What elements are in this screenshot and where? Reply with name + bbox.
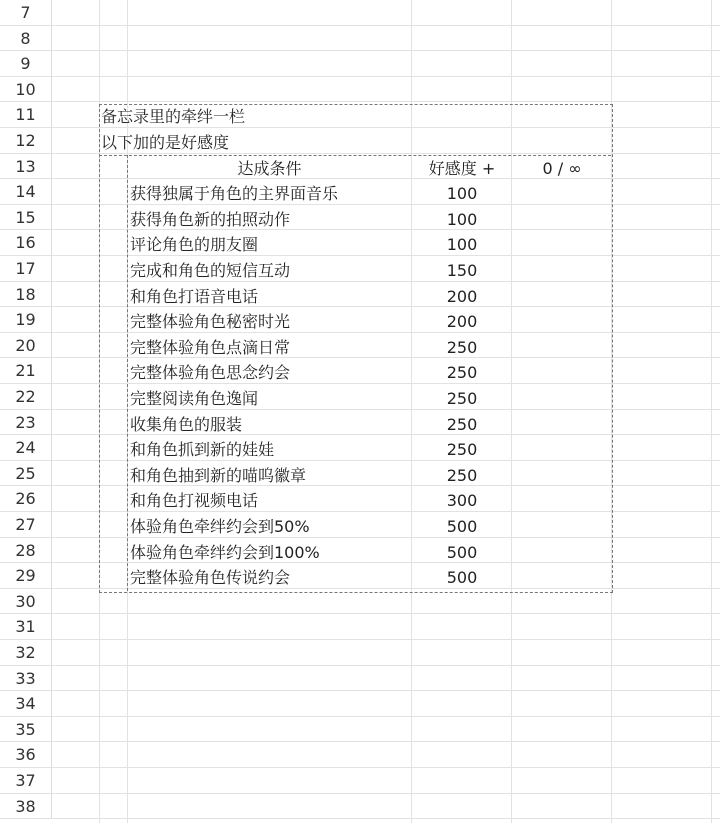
condition-cell[interactable]: 收集角色的服装 xyxy=(130,414,243,434)
sheet-row[interactable] xyxy=(0,666,720,692)
condition-cell[interactable]: 和角色抓到新的娃娃 xyxy=(130,440,275,460)
row-number[interactable]: 9 xyxy=(0,51,52,76)
row-number[interactable]: 28 xyxy=(0,538,52,563)
condition-cell[interactable]: 体验角色牵绊约会到100% xyxy=(130,542,320,562)
condition-cell[interactable]: 体验角色牵绊约会到50% xyxy=(130,517,310,536)
sheet-row[interactable] xyxy=(0,640,720,666)
condition-cell[interactable]: 完整体验角色点滴日常 xyxy=(130,337,291,357)
sheet-row[interactable] xyxy=(0,77,720,103)
condition-cell[interactable]: 和角色打语音电话 xyxy=(130,286,259,306)
favor-value-cell[interactable]: 150 xyxy=(446,261,478,280)
row-number[interactable]: 22 xyxy=(0,384,52,409)
sheet-row[interactable] xyxy=(0,51,720,77)
row-number[interactable]: 20 xyxy=(0,333,52,358)
condition-cell[interactable]: 完整阅读角色逸闻 xyxy=(130,389,259,408)
favor-value-cell[interactable]: 200 xyxy=(446,312,478,332)
row-number[interactable]: 29 xyxy=(0,563,52,588)
sheet-row[interactable] xyxy=(0,768,720,794)
favor-value-cell[interactable]: 100 xyxy=(446,235,478,255)
memo-subtitle[interactable]: 以下加的是好感度 xyxy=(101,133,230,152)
row-number[interactable]: 10 xyxy=(0,77,52,102)
row-number[interactable]: 23 xyxy=(0,410,52,435)
sheet-row[interactable] xyxy=(0,0,720,26)
row-number[interactable]: 11 xyxy=(0,102,52,127)
row-number[interactable]: 21 xyxy=(0,358,52,383)
row-number[interactable]: 32 xyxy=(0,640,52,665)
condition-cell[interactable]: 获得角色新的拍照动作 xyxy=(130,209,291,229)
row-number[interactable]: 8 xyxy=(0,26,52,51)
row-number[interactable]: 12 xyxy=(0,128,52,153)
memo-title[interactable]: 备忘录里的牵绊一栏 xyxy=(101,107,246,126)
row-number[interactable]: 27 xyxy=(0,512,52,537)
row-number[interactable]: 33 xyxy=(0,666,52,691)
index-column-divider xyxy=(127,155,128,591)
row-number[interactable]: 15 xyxy=(0,205,52,230)
condition-cell[interactable]: 和角色打视频电话 xyxy=(130,491,259,511)
sheet-row[interactable] xyxy=(0,691,720,717)
row-number[interactable]: 30 xyxy=(0,589,52,614)
sheet-row[interactable] xyxy=(0,742,720,768)
favor-value-cell[interactable]: 250 xyxy=(446,389,478,408)
header-favor[interactable]: 好感度 + xyxy=(428,159,496,178)
row-number[interactable]: 24 xyxy=(0,435,52,460)
row-number[interactable]: 14 xyxy=(0,179,52,204)
row-number[interactable]: 25 xyxy=(0,461,52,486)
favor-value-cell[interactable]: 250 xyxy=(446,465,478,485)
sheet-row[interactable] xyxy=(0,614,720,640)
row-number[interactable]: 19 xyxy=(0,307,52,332)
favor-value-cell[interactable]: 100 xyxy=(446,209,478,229)
condition-cell[interactable]: 完整体验角色秘密时光 xyxy=(130,312,291,332)
condition-cell[interactable]: 和角色抽到新的喵呜徽章 xyxy=(130,465,307,485)
favor-value-cell[interactable]: 500 xyxy=(446,517,478,536)
row-number[interactable]: 7 xyxy=(0,0,52,25)
row-number[interactable]: 18 xyxy=(0,282,52,307)
favor-value-cell[interactable]: 250 xyxy=(446,440,478,460)
row-number[interactable]: 16 xyxy=(0,230,52,255)
row-number[interactable]: 34 xyxy=(0,691,52,716)
condition-cell[interactable]: 完整体验角色思念约会 xyxy=(130,363,291,383)
sheet-row[interactable] xyxy=(0,717,720,743)
condition-cell[interactable]: 完成和角色的短信互动 xyxy=(130,261,291,280)
condition-cell[interactable]: 获得独属于角色的主界面音乐 xyxy=(130,184,339,204)
favor-value-cell[interactable]: 500 xyxy=(446,542,478,562)
condition-cell[interactable]: 完整体验角色传说约会 xyxy=(130,568,291,588)
header-condition[interactable]: 达成条件 xyxy=(237,159,302,178)
row-number[interactable]: 13 xyxy=(0,154,52,179)
condition-cell[interactable]: 评论角色的朋友圈 xyxy=(130,235,259,255)
row-number[interactable]: 38 xyxy=(0,794,52,819)
row-number[interactable]: 26 xyxy=(0,486,52,511)
favor-value-cell[interactable]: 100 xyxy=(446,184,478,204)
row-number[interactable]: 35 xyxy=(0,717,52,742)
row-number[interactable]: 37 xyxy=(0,768,52,793)
favor-value-cell[interactable]: 250 xyxy=(446,363,478,383)
favor-value-cell[interactable]: 250 xyxy=(446,414,478,434)
favor-value-cell[interactable]: 250 xyxy=(446,337,478,357)
row-number[interactable]: 31 xyxy=(0,614,52,639)
favor-value-cell[interactable]: 300 xyxy=(446,491,478,511)
sheet-row[interactable] xyxy=(0,26,720,52)
favor-value-cell[interactable]: 500 xyxy=(446,568,478,588)
row-number[interactable]: 36 xyxy=(0,742,52,767)
header-counter[interactable]: 0 / ∞ xyxy=(542,159,582,178)
row-number[interactable]: 17 xyxy=(0,256,52,281)
sheet-row[interactable] xyxy=(0,794,720,820)
favor-value-cell[interactable]: 200 xyxy=(446,286,478,306)
